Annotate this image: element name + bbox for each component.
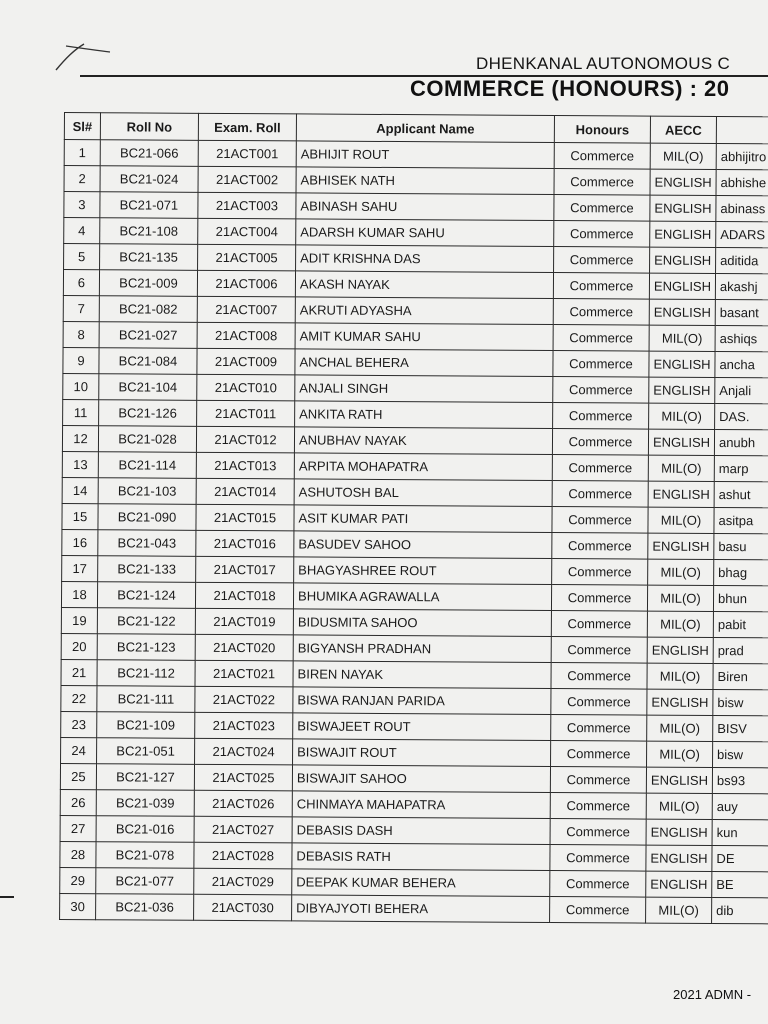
cell-applicant-name: BIGYANSH PRADHAN	[293, 635, 551, 663]
cell-exam-roll: 21ACT030	[194, 894, 292, 921]
cell-sl: 12	[62, 425, 98, 451]
cell-roll-no: BC21-090	[98, 504, 196, 531]
cell-sl: 2	[64, 166, 100, 192]
cell-roll-no: BC21-043	[98, 530, 196, 557]
cell-exam-roll: 21ACT005	[198, 244, 296, 271]
cell-sl: 23	[61, 711, 97, 737]
cell-honours: Commerce	[550, 896, 646, 923]
cell-exam-roll: 21ACT028	[194, 842, 292, 869]
cell-applicant-name: BASUDEV SAHOO	[294, 531, 552, 559]
cell-sl: 3	[64, 192, 100, 218]
cell-honours: Commerce	[552, 558, 648, 585]
cell-email: basant	[715, 299, 768, 326]
program-title: COMMERCE (HONOURS) : 20	[410, 76, 730, 101]
cell-exam-roll: 21ACT013	[196, 452, 294, 479]
cell-aecc: ENGLISH	[646, 819, 712, 845]
cell-roll-no: BC21-124	[97, 582, 195, 609]
cell-email: asitpa	[714, 507, 768, 534]
cell-exam-roll: 21ACT018	[195, 582, 293, 609]
cell-honours: Commerce	[550, 792, 646, 819]
cell-exam-roll: 21ACT009	[197, 348, 295, 375]
cell-applicant-name: AKRUTI ADYASHA	[295, 297, 553, 325]
cell-applicant-name: BISWAJIT ROUT	[293, 739, 551, 767]
margin-mark	[0, 896, 14, 898]
cell-applicant-name: ANJALI SINGH	[295, 375, 553, 403]
cell-applicant-name: DIBYAJYOTI BEHERA	[292, 895, 550, 923]
col-header-exam-roll: Exam. Roll	[198, 113, 296, 141]
cell-exam-roll: 21ACT021	[195, 660, 293, 687]
cell-exam-roll: 21ACT026	[194, 790, 292, 817]
cell-exam-roll: 21ACT011	[197, 400, 295, 427]
cell-email: bhun	[713, 585, 768, 612]
cell-aecc: MIL(O)	[648, 559, 714, 585]
cell-honours: Commerce	[553, 376, 649, 403]
cell-exam-roll: 21ACT027	[194, 816, 292, 843]
cell-aecc: ENGLISH	[646, 845, 712, 871]
cell-email: prad	[713, 637, 768, 664]
cell-email: abhishe	[716, 169, 768, 196]
cell-exam-roll: 21ACT014	[196, 478, 294, 505]
cell-email: BISV	[713, 715, 768, 742]
cell-email: DAS.	[715, 403, 768, 430]
cell-applicant-name: ARPITA MOHAPATRA	[294, 453, 552, 481]
cell-sl: 27	[60, 815, 96, 841]
cell-roll-no: BC21-071	[100, 192, 198, 219]
cell-email: basu	[714, 533, 768, 560]
cell-roll-no: BC21-109	[97, 712, 195, 739]
cell-sl: 18	[61, 581, 97, 607]
cell-sl: 20	[61, 633, 97, 659]
cell-roll-no: BC21-135	[100, 244, 198, 271]
cell-aecc: MIL(O)	[646, 897, 712, 923]
col-header-aecc: AECC	[650, 116, 716, 143]
cell-aecc: MIL(O)	[650, 143, 716, 169]
cell-roll-no: BC21-078	[96, 842, 194, 869]
cell-honours: Commerce	[551, 714, 647, 741]
cell-sl: 29	[60, 867, 96, 893]
cell-honours: Commerce	[551, 740, 647, 767]
cell-email: ashiqs	[715, 325, 768, 352]
cell-exam-roll: 21ACT022	[195, 686, 293, 713]
cell-roll-no: BC21-024	[100, 166, 198, 193]
cell-honours: Commerce	[550, 818, 646, 845]
cell-exam-roll: 21ACT012	[196, 426, 294, 453]
cell-sl: 13	[62, 451, 98, 477]
cell-applicant-name: ASIT KUMAR PATI	[294, 505, 552, 533]
cell-sl: 21	[61, 659, 97, 685]
cell-aecc: ENGLISH	[650, 221, 716, 247]
cell-email: Biren	[713, 663, 768, 690]
table-row	[60, 893, 768, 924]
cell-email: bs93	[712, 767, 768, 794]
cell-exam-roll: 21ACT004	[198, 218, 296, 245]
cell-email: kun	[712, 819, 768, 846]
cell-applicant-name: BISWAJEET ROUT	[293, 713, 551, 741]
cell-honours: Commerce	[554, 142, 650, 169]
cell-roll-no: BC21-016	[96, 816, 194, 843]
cell-honours: Commerce	[554, 246, 650, 273]
cell-email: bhag	[714, 559, 768, 586]
cell-sl: 28	[60, 841, 96, 867]
cell-email: aditida	[716, 247, 768, 274]
cell-exam-roll: 21ACT007	[197, 296, 295, 323]
cell-aecc: ENGLISH	[649, 273, 715, 299]
cell-sl: 25	[60, 763, 96, 789]
cell-honours: Commerce	[552, 480, 648, 507]
cell-sl: 5	[64, 244, 100, 270]
cell-honours: Commerce	[552, 532, 648, 559]
cell-roll-no: BC21-108	[100, 218, 198, 245]
cell-roll-no: BC21-103	[98, 478, 196, 505]
cell-roll-no: BC21-123	[97, 634, 195, 661]
cell-sl: 14	[62, 477, 98, 503]
cell-aecc: ENGLISH	[648, 429, 714, 455]
cell-exam-roll: 21ACT020	[195, 634, 293, 661]
cell-honours: Commerce	[551, 584, 647, 611]
cell-applicant-name: BISWAJIT SAHOO	[292, 765, 550, 793]
cell-email: BE	[712, 871, 768, 898]
cell-applicant-name: BIREN NAYAK	[293, 661, 551, 689]
cell-exam-roll: 21ACT006	[197, 270, 295, 297]
cell-aecc: MIL(O)	[649, 325, 715, 351]
cell-roll-no: BC21-082	[99, 296, 197, 323]
cell-applicant-name: ABHISEK NATH	[296, 167, 554, 195]
cell-email: DE	[712, 845, 768, 872]
cell-roll-no: BC21-104	[99, 374, 197, 401]
cell-email: dib	[712, 897, 768, 924]
cell-sl: 15	[62, 503, 98, 529]
cell-sl: 24	[61, 737, 97, 763]
cell-aecc: ENGLISH	[650, 169, 716, 195]
cell-sl: 8	[63, 321, 99, 347]
cell-roll-no: BC21-066	[100, 140, 198, 167]
cell-honours: Commerce	[550, 766, 646, 793]
col-header-honours: Honours	[554, 115, 650, 143]
pen-mark-icon	[52, 40, 112, 74]
cell-exam-roll: 21ACT015	[196, 504, 294, 531]
cell-email: ADARS	[716, 221, 768, 248]
cell-exam-roll: 21ACT016	[196, 530, 294, 557]
cell-aecc: ENGLISH	[647, 689, 713, 715]
cell-applicant-name: ADIT KRISHNA DAS	[296, 245, 554, 273]
cell-exam-roll: 21ACT002	[198, 166, 296, 193]
col-header-roll: Roll No	[100, 113, 198, 141]
cell-roll-no: BC21-051	[97, 738, 195, 765]
cell-sl: 17	[62, 555, 98, 581]
col-header-email	[716, 116, 768, 144]
cell-roll-no: BC21-009	[99, 270, 197, 297]
college-name: DHENKANAL AUTONOMOUS C	[476, 54, 731, 73]
cell-applicant-name: BHAGYASHREE ROUT	[294, 557, 552, 585]
cell-aecc: ENGLISH	[650, 247, 716, 273]
cell-exam-roll: 21ACT001	[198, 140, 296, 167]
cell-aecc: MIL(O)	[647, 715, 713, 741]
cell-roll-no: BC21-126	[99, 400, 197, 427]
cell-applicant-name: DEBASIS RATH	[292, 843, 550, 871]
cell-aecc: ENGLISH	[647, 637, 713, 663]
cell-email: Anjali	[715, 377, 768, 404]
cell-email: pabit	[713, 611, 768, 638]
cell-applicant-name: BISWA RANJAN PARIDA	[293, 687, 551, 715]
cell-honours: Commerce	[550, 844, 646, 871]
cell-honours: Commerce	[551, 610, 647, 637]
cell-aecc: MIL(O)	[647, 611, 713, 637]
cell-exam-roll: 21ACT029	[194, 868, 292, 895]
cell-email: ashut	[714, 481, 768, 508]
cell-sl: 22	[61, 685, 97, 711]
cell-applicant-name: ABHIJIT ROUT	[296, 141, 554, 169]
cell-honours: Commerce	[554, 194, 650, 221]
cell-honours: Commerce	[553, 350, 649, 377]
cell-roll-no: BC21-127	[96, 764, 194, 791]
cell-email: ancha	[715, 351, 768, 378]
cell-aecc: ENGLISH	[649, 377, 715, 403]
cell-sl: 30	[60, 893, 96, 919]
cell-applicant-name: ASHUTOSH BAL	[294, 479, 552, 507]
cell-applicant-name: AKASH NAYAK	[295, 271, 553, 299]
applicant-table	[59, 112, 768, 925]
cell-aecc: MIL(O)	[647, 663, 713, 689]
cell-aecc: MIL(O)	[648, 507, 714, 533]
cell-roll-no: BC21-077	[96, 868, 194, 895]
cell-email: anubh	[714, 429, 768, 456]
cell-honours: Commerce	[554, 220, 650, 247]
cell-exam-roll: 21ACT017	[196, 556, 294, 583]
cell-honours: Commerce	[554, 168, 650, 195]
cell-applicant-name: BIDUSMITA SAHOO	[293, 609, 551, 637]
cell-aecc: ENGLISH	[650, 195, 716, 221]
cell-aecc: ENGLISH	[649, 299, 715, 325]
cell-roll-no: BC21-133	[98, 556, 196, 583]
cell-sl: 11	[63, 399, 99, 425]
cell-exam-roll: 21ACT019	[195, 608, 293, 635]
cell-sl: 16	[62, 529, 98, 555]
cell-honours: Commerce	[553, 402, 649, 429]
cell-applicant-name: ANKITA RATH	[295, 401, 553, 429]
cell-email: abinass	[716, 195, 768, 222]
cell-applicant-name: ADARSH KUMAR SAHU	[296, 219, 554, 247]
cell-honours: Commerce	[553, 272, 649, 299]
cell-roll-no: BC21-027	[99, 322, 197, 349]
cell-aecc: ENGLISH	[646, 767, 712, 793]
cell-aecc: MIL(O)	[648, 455, 714, 481]
cell-exam-roll: 21ACT003	[198, 192, 296, 219]
cell-aecc: MIL(O)	[647, 741, 713, 767]
page-footer: 2021 ADMN -	[673, 987, 752, 1002]
cell-sl: 1	[64, 140, 100, 166]
cell-aecc: ENGLISH	[648, 481, 714, 507]
cell-applicant-name: ANCHAL BEHERA	[295, 349, 553, 377]
cell-honours: Commerce	[552, 454, 648, 481]
cell-applicant-name: ANUBHAV NAYAK	[294, 427, 552, 455]
cell-email: bisw	[713, 741, 768, 768]
cell-sl: 10	[63, 373, 99, 399]
cell-honours: Commerce	[551, 688, 647, 715]
cell-honours: Commerce	[551, 662, 647, 689]
cell-sl: 19	[61, 607, 97, 633]
cell-sl: 9	[63, 347, 99, 373]
cell-aecc: MIL(O)	[647, 585, 713, 611]
cell-honours: Commerce	[553, 324, 649, 351]
cell-roll-no: BC21-122	[97, 608, 195, 635]
cell-roll-no: BC21-036	[96, 894, 194, 921]
cell-exam-roll: 21ACT025	[194, 764, 292, 791]
cell-email: auy	[712, 793, 768, 820]
cell-honours: Commerce	[552, 428, 648, 455]
cell-honours: Commerce	[551, 636, 647, 663]
cell-applicant-name: DEEPAK KUMAR BEHERA	[292, 869, 550, 897]
cell-email: marp	[714, 455, 768, 482]
cell-aecc: ENGLISH	[649, 351, 715, 377]
cell-honours: Commerce	[553, 298, 649, 325]
cell-sl: 6	[63, 270, 99, 296]
cell-email: abhijitro	[716, 143, 768, 170]
cell-exam-roll: 21ACT010	[197, 374, 295, 401]
cell-sl: 26	[60, 789, 96, 815]
cell-applicant-name: AMIT KUMAR SAHU	[295, 323, 553, 351]
cell-exam-roll: 21ACT008	[197, 322, 295, 349]
cell-honours: Commerce	[550, 870, 646, 897]
cell-aecc: ENGLISH	[646, 871, 712, 897]
cell-applicant-name: ABINASH SAHU	[296, 193, 554, 221]
cell-roll-no: BC21-111	[97, 686, 195, 713]
col-header-name: Applicant Name	[296, 114, 554, 143]
cell-exam-roll: 21ACT024	[195, 738, 293, 765]
cell-roll-no: BC21-039	[96, 790, 194, 817]
col-header-sl: Sl#	[64, 113, 100, 140]
cell-email: bisw	[713, 689, 768, 716]
cell-aecc: MIL(O)	[646, 793, 712, 819]
cell-aecc: MIL(O)	[649, 403, 715, 429]
cell-honours: Commerce	[552, 506, 648, 533]
cell-email: akashj	[715, 273, 768, 300]
cell-roll-no: BC21-084	[99, 348, 197, 375]
cell-applicant-name: BHUMIKA AGRAWALLA	[293, 583, 551, 611]
cell-roll-no: BC21-112	[97, 660, 195, 687]
cell-sl: 7	[63, 295, 99, 321]
cell-sl: 4	[64, 218, 100, 244]
cell-roll-no: BC21-028	[98, 426, 196, 453]
cell-aecc: ENGLISH	[648, 533, 714, 559]
cell-applicant-name: CHINMAYA MAHAPATRA	[292, 791, 550, 819]
cell-exam-roll: 21ACT023	[195, 712, 293, 739]
cell-roll-no: BC21-114	[98, 452, 196, 479]
cell-applicant-name: DEBASIS DASH	[292, 817, 550, 845]
